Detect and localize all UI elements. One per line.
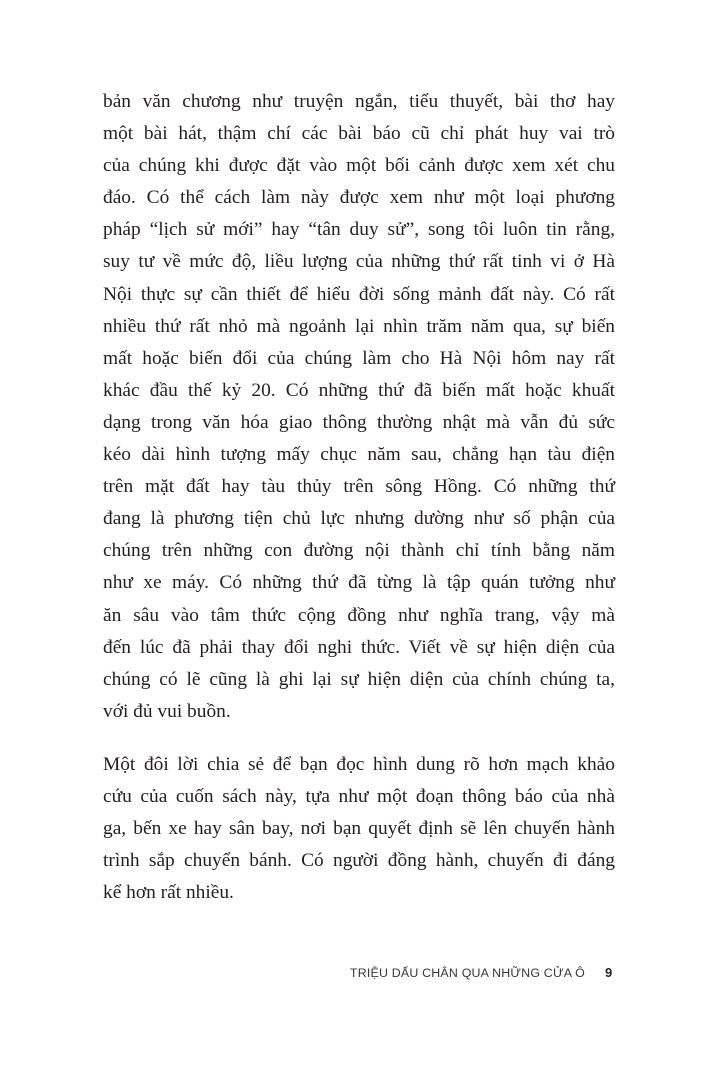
text-line: nhiều thứ rất nhỏ mà ngoảnh lại nhìn trăm năm qua, sự biến xyxy=(103,315,615,337)
text-line: kể hơn rất nhiều. xyxy=(103,882,234,904)
text-line: với đủ vui buồn. xyxy=(103,700,231,722)
text-line: ăn sâu vào tâm thức cộng đồng như nghĩa trang, vậy mà xyxy=(103,604,615,626)
paragraph-spacer xyxy=(103,728,615,749)
text-line: chúng có lẽ cũng là ghi lại sự hiện diện của chính chúng ta, xyxy=(103,668,615,690)
text-line: ga, bến xe hay sân bay, nơi bạn quyết định sẽ lên chuyến hành xyxy=(103,818,615,840)
text-line: pháp “lịch sử mới” hay “tân duy sử”, song tôi luôn tin rằng, xyxy=(103,219,615,241)
body-text xyxy=(103,86,615,909)
text-line: cứu của cuốn sách này, tựa như một đoạn thông báo của nhà xyxy=(103,785,615,807)
paragraph-2 xyxy=(103,749,615,909)
text-line: đang là phương tiện chủ lực nhưng dường như số phận của xyxy=(103,508,615,530)
text-line: trình sắp chuyển bánh. Có người đồng hành, chuyến đi đáng xyxy=(103,850,615,872)
page-footer xyxy=(0,966,725,986)
paragraph-1 xyxy=(103,86,615,728)
text-line: mất hoặc biến đổi của chúng làm cho Hà Nội hôm nay rất xyxy=(103,347,615,369)
text-line: trên mặt đất hay tàu thủy trên sông Hồng. Có những thứ xyxy=(103,476,615,498)
text-line: của chúng khi được đặt vào một bối cảnh được xem xét chu xyxy=(103,155,615,177)
text-line: Một đôi lời chia sẻ để bạn đọc hình dung rõ hơn mạch khảo xyxy=(103,753,615,775)
text-line: kéo dài hình tượng mấy chục năm sau, chẳng hạn tàu điện xyxy=(103,444,615,466)
running-title: TRIỆU DẤU CHÂN QUA NHỮNG CỬA Ô xyxy=(349,966,585,980)
page-number: 9 xyxy=(605,965,613,980)
text-line: đáo. Có thể cách làm này được xem như một loại phương xyxy=(103,187,615,209)
text-line: bản văn chương như truyện ngắn, tiểu thuyết, bài thơ hay xyxy=(103,91,615,112)
text-line: dạng trong văn hóa giao thông thường nhật mà vẫn đủ sức xyxy=(103,411,615,433)
text-line: đến lúc đã phải thay đổi nghi thức. Viết về sự hiện diện của xyxy=(103,636,615,658)
text-line: suy tư về mức độ, liều lượng của những thứ rất tinh vi ở Hà xyxy=(103,251,615,273)
text-line: như xe máy. Có những thứ đã từng là tập quán tưởng như xyxy=(103,572,615,594)
text-line: khác đầu thế kỷ 20. Có những thứ đã biến mất hoặc khuất xyxy=(103,379,615,401)
text-line: Nội thực sự cần thiết để hiểu đời sống mảnh đất này. Có rất xyxy=(103,283,615,305)
text-line: một bài hát, thậm chí các bài báo cũ chỉ phát huy vai trò xyxy=(103,123,615,145)
text-line: chúng trên những con đường nội thành chỉ tính bằng năm xyxy=(103,540,615,562)
